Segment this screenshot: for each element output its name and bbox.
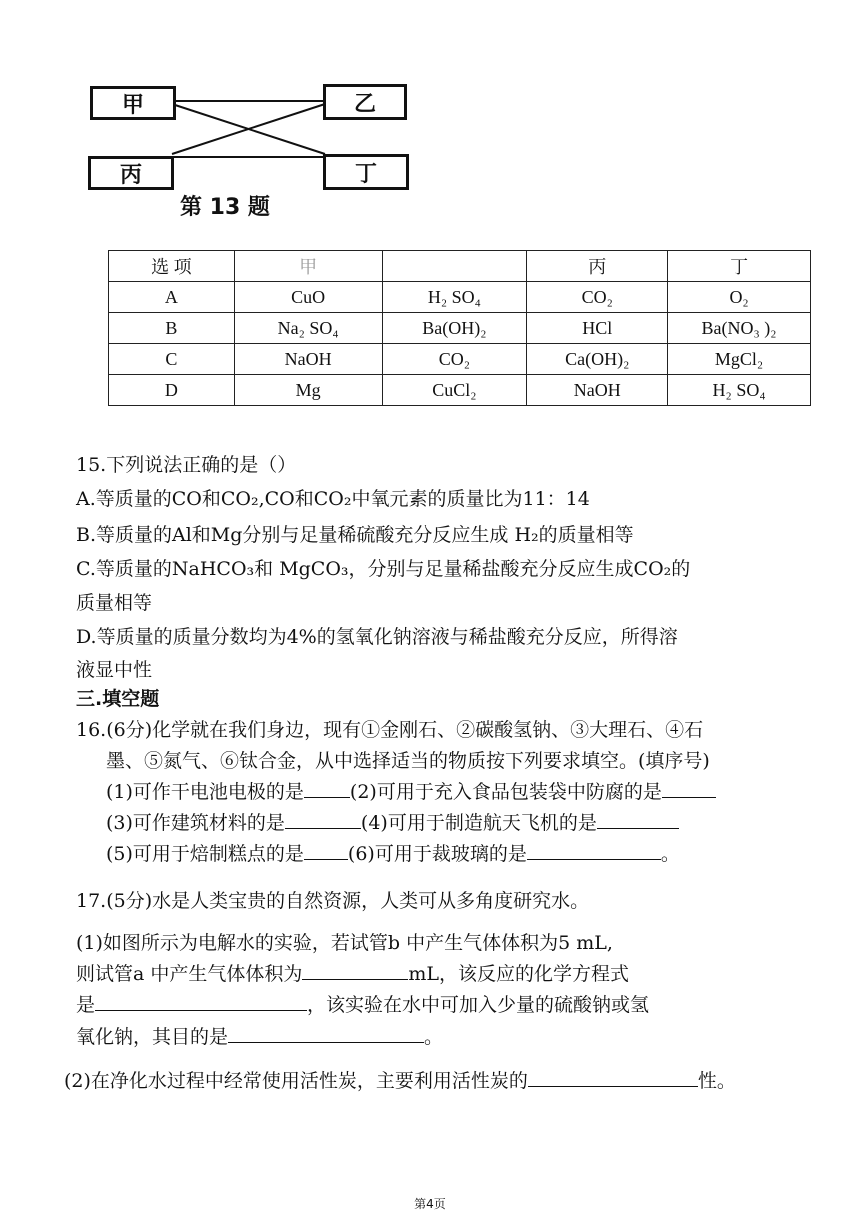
- table-cell: CO₂: [527, 282, 668, 313]
- table-cell: Mg: [234, 375, 382, 406]
- q16-stem-cont: 墨、⑤氮气、⑥钛合金，从中选择适当的物质按下列要求填空。(填序号): [106, 750, 710, 772]
- table-row: [109, 344, 811, 375]
- table-cell: O₂: [668, 282, 811, 313]
- table-cell: CuO: [234, 282, 382, 313]
- q15-stem: 15.下列说法正确的是（）: [76, 454, 297, 476]
- q17-part-2: [64, 1068, 736, 1094]
- table-cell: A: [109, 282, 235, 313]
- q16-part-2: (2)可用于充入食品包装袋中防腐的是: [349, 781, 662, 803]
- table-cell: NaOH: [234, 344, 382, 375]
- q15-option-d-cont: 液显中性: [76, 659, 153, 681]
- table-header: 甲: [234, 251, 382, 282]
- table-cell: Ca(OH)₂: [527, 344, 668, 375]
- answer-blank[interactable]: [597, 810, 679, 829]
- box-yi: 乙: [323, 84, 407, 120]
- table-cell: Ba(NO₃ )₂: [668, 313, 811, 344]
- q17-text: 则试管a 中产生气体体积为: [76, 963, 303, 985]
- table-cell: H₂ SO₄: [668, 375, 811, 406]
- answer-blank[interactable]: [528, 1068, 698, 1087]
- q17-text: 氧化钠，其目的是: [76, 1026, 229, 1048]
- q16-part-3: (3)可作建筑材料的是: [106, 812, 285, 834]
- q17-text: 性。: [697, 1070, 736, 1092]
- q16-row-1: [106, 779, 716, 805]
- table-header: 丁: [668, 251, 811, 282]
- box-bing: 丙: [88, 156, 174, 190]
- q17-part-1-row-3: [76, 992, 649, 1018]
- figure-caption: 第 13 题: [180, 195, 270, 220]
- q15-option-b: B.等质量的Al和Mg分别与足量稀硫酸充分反应生成 H₂的质量相等: [76, 524, 634, 546]
- q17-text: mL，该反应的化学方程式: [408, 963, 630, 985]
- answer-blank[interactable]: [228, 1024, 424, 1043]
- table-cell: B: [109, 313, 235, 344]
- answer-blank[interactable]: [302, 961, 408, 980]
- box-ding: 丁: [323, 154, 409, 190]
- q16-part-1: (1)可作干电池电极的是: [106, 781, 304, 803]
- q15-option-c: C.等质量的NaHCO₃和 MgCO₃，分别与足量稀盐酸充分反应生成CO₂的: [76, 558, 691, 580]
- table-cell: Ba(OH)₂: [382, 313, 527, 344]
- q17-stem: 17.(5分)水是人类宝贵的自然资源，人类可从多角度研究水。: [76, 890, 590, 912]
- table-cell: Na₂ SO₄: [234, 313, 382, 344]
- table-cell: H₂ SO₄: [382, 282, 527, 313]
- q15-option-c-cont: 质量相等: [76, 592, 153, 614]
- box-jia: 甲: [90, 86, 176, 120]
- q17-text: 是: [76, 994, 96, 1016]
- answer-blank[interactable]: [285, 810, 361, 829]
- q15-option-d: D.等质量的质量分数均为4%的氢氧化钠溶液与稀盐酸充分反应，所得溶: [76, 626, 678, 648]
- table-header: 丙: [527, 251, 668, 282]
- answer-blank[interactable]: [304, 841, 348, 860]
- q16-part-6: (6)可用于裁玻璃的是: [347, 843, 527, 865]
- q17-text: (2)在净化水过程中经常使用活性炭，主要利用活性炭的: [64, 1070, 528, 1092]
- q17-part-1-row-4: [76, 1024, 443, 1050]
- q16-row-3: [106, 841, 680, 867]
- table-cell: C: [109, 344, 235, 375]
- table-cell: D: [109, 375, 235, 406]
- q17-part-1-row-2: [76, 961, 629, 987]
- table-cell: HCl: [527, 313, 668, 344]
- table-cell: CO₂: [382, 344, 527, 375]
- answer-blank[interactable]: [304, 779, 350, 798]
- answer-blank[interactable]: [95, 992, 307, 1011]
- q16-stem: 16.(6分)化学就在我们身边，现有①金刚石、②碳酸氢钠、③大理石、④石: [76, 719, 704, 741]
- table-cell: MgCl₂: [668, 344, 811, 375]
- table-row: [109, 313, 811, 344]
- table-header: 选 项: [109, 251, 235, 282]
- page-number: 第4页: [414, 1197, 446, 1211]
- q15-option-a: A.等质量的CO和CO₂,CO和CO₂中氧元素的质量比为11：14: [76, 488, 590, 510]
- q16-part-4: (4)可用于制造航天飞机的是: [360, 812, 597, 834]
- section-heading: 三.填空题: [76, 688, 160, 710]
- q16-part-5: (5)可用于焙制糕点的是: [106, 843, 304, 865]
- q17-text: ，该实验在水中可加入少量的硫酸钠或氢: [307, 994, 650, 1016]
- q16-end-mark: 。: [660, 843, 680, 865]
- table-cell: CuCl₂: [382, 375, 527, 406]
- table-row: [109, 375, 811, 406]
- options-table: [108, 250, 811, 406]
- answer-blank[interactable]: [527, 841, 661, 860]
- table-header: [382, 251, 527, 282]
- table-row: [109, 282, 811, 313]
- q17-part-1: (1)如图所示为电解水的实验，若试管b 中产生气体体积为5 mL,: [76, 932, 613, 954]
- q16-row-2: [106, 810, 679, 836]
- table-header-row: [109, 251, 811, 282]
- answer-blank[interactable]: [662, 779, 716, 798]
- table-cell: NaOH: [527, 375, 668, 406]
- q17-text: 。: [424, 1026, 444, 1048]
